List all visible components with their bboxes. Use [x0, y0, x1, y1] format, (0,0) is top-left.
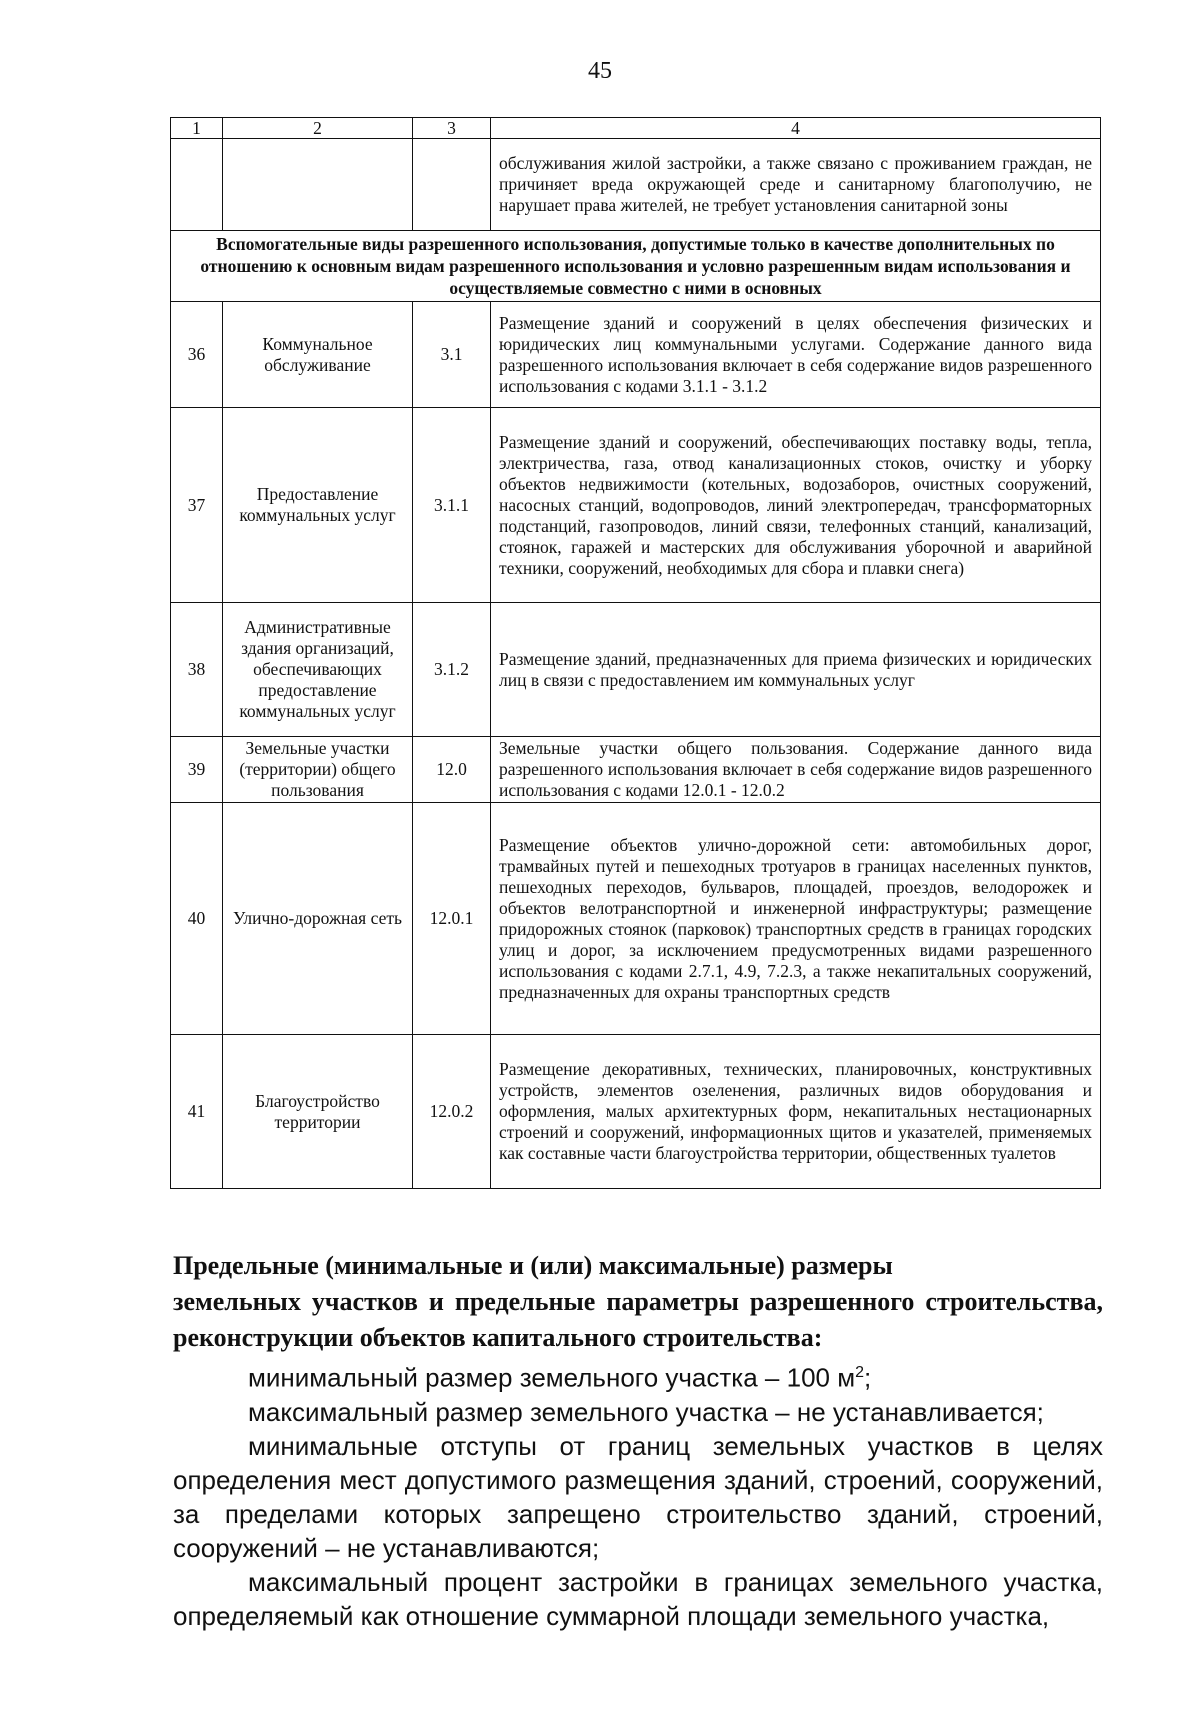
min-size-end: ; [864, 1362, 872, 1393]
row-number: 40 [171, 803, 223, 1035]
heading-rest: земельных участков и предельные параметры разрешенного строительства, реконструкции объектов капитального строительства: [173, 1287, 1103, 1352]
row-code: 12.0.1 [413, 803, 491, 1035]
table-row [171, 408, 1101, 603]
row-description: обслуживания жилой застройки, а также связано с проживанием граждан, не причиняет вреда окружающей среде и санитарному благополучию, не нарушает права жителей, не требует установления санитарной зоны [491, 139, 1101, 231]
row-code: 3.1.2 [413, 603, 491, 737]
row-code: 3.1.1 [413, 408, 491, 603]
row-description: Размещение зданий, предназначенных для приема физических и юридических лиц в связи с предоставлением им коммунальных услуг [491, 603, 1101, 737]
table-row [171, 803, 1101, 1035]
row-name: Коммунальное обслуживание [223, 302, 413, 408]
paragraph-setbacks: минимальные отступы от границ земельных участков в целях определения мест допустимого размещения зданий, строений, сооружений, за пределами которых запрещено строительство зданий, строений, сооружений – не устанавливаются; [173, 1430, 1103, 1563]
row-name [223, 139, 413, 231]
row-description: Размещение объектов улично-дорожной сети: автомобильных дорог, трамвайных путей и пешеходных тротуаров в границах населенных пунктов, пешеходных переходов, бульваров, площадей, проездов, велодорожек и объектов велотранспортной и инженерной инфраструктуры; размещение придорожных стоянок (парковок) транспортных средств в границах городских улиц и дорог, за исключением предусмотренных видами разрешенного использования с кодами 2.7.1, 4.9, 7.2.3, а также некапитальных сооружений, предназначенных для охраны транспортных средств [491, 803, 1101, 1035]
table-row [171, 1035, 1101, 1189]
row-number: 39 [171, 737, 223, 803]
column-header: 1 [171, 118, 223, 139]
row-name: Улично-дорожная сеть [223, 803, 413, 1035]
column-header: 4 [491, 118, 1101, 139]
row-name: Административные здания организаций, обеспечивающих предоставление коммунальных услуг [223, 603, 413, 737]
row-number: 38 [171, 603, 223, 737]
row-number: 41 [171, 1035, 223, 1189]
row-name: Предоставление коммунальных услуг [223, 408, 413, 603]
table-row [171, 302, 1101, 408]
row-description: Размещение зданий и сооружений, обеспечивающих поставку воды, тепла, электричества, газа, отвод канализационных стоков, очистку и уборку объектов недвижимости (котельных, водозаборов, очистных сооружений, насосных станций, водопроводов, линий электропередач, трансформаторных подстанций, газопроводов, линий связи, телефонных станций, канализаций, стоянок, гаражей и мастерских для обслуживания уборочной и аварийной техники, сооружений, необходимых для сбора и плавки снега) [491, 408, 1101, 603]
paragraph-min-size [173, 1356, 1103, 1395]
column-header: 2 [223, 118, 413, 139]
section-header-row [171, 231, 1101, 302]
min-size-text: минимальный размер земельного участка – 100 м [248, 1362, 856, 1393]
row-code: 3.1 [413, 302, 491, 408]
row-description: Размещение декоративных, технических, планировочных, конструктивных устройств, элементов озеленения, различных видов оборудования и оформления, малых архитектурных форм, некапитальных нестационарных строений и сооружений, информационных щитов и указателей, применяемых как составные части благоустройства территории, общественных туалетов [491, 1035, 1101, 1189]
table-header-row [171, 118, 1101, 139]
land-use-table [170, 117, 1101, 1189]
section-heading [173, 1248, 1103, 1356]
paragraph-max-size: максимальный размер земельного участка – не устанавливается; [248, 1396, 1044, 1427]
row-name: Земельные участки (территории) общего пользования [223, 737, 413, 803]
row-number [171, 139, 223, 231]
paragraph-coverage: максимальный процент застройки в границах земельного участка, определяемый как отношение суммарной площади земельного участка, [173, 1566, 1103, 1631]
page-number: 45 [588, 58, 612, 84]
column-header: 3 [413, 118, 491, 139]
row-description: Земельные участки общего пользования. Содержание данного вида разрешенного использования включает в себя содержание видов разрешенного использования с кодами 12.0.1 - 12.0.2 [491, 737, 1101, 803]
row-number: 36 [171, 302, 223, 408]
section-header: Вспомогательные виды разрешенного использования, допустимые только в качестве дополнительных по отношению к основным видам разрешенного использования и условно разрешенным видам использования и осуществляемые совместно с ними в основных [171, 231, 1101, 302]
row-code: 12.0 [413, 737, 491, 803]
body-text [173, 1356, 1103, 1633]
row-code: 12.0.2 [413, 1035, 491, 1189]
row-code [413, 139, 491, 231]
row-number: 37 [171, 408, 223, 603]
table-row [171, 603, 1101, 737]
table-row-continued [171, 139, 1101, 231]
table-row [171, 737, 1101, 803]
superscript: 2 [855, 1364, 864, 1381]
heading-line: Предельные (минимальные и (или) максимальные) размеры [173, 1251, 893, 1280]
row-description: Размещение зданий и сооружений в целях обеспечения физических и юридических лиц коммунальными услугами. Содержание данного вида разрешенного использования включает в себя содержание видов разрешенного использования с кодами 3.1.1 - 3.1.2 [491, 302, 1101, 408]
row-name: Благоустройство территории [223, 1035, 413, 1189]
